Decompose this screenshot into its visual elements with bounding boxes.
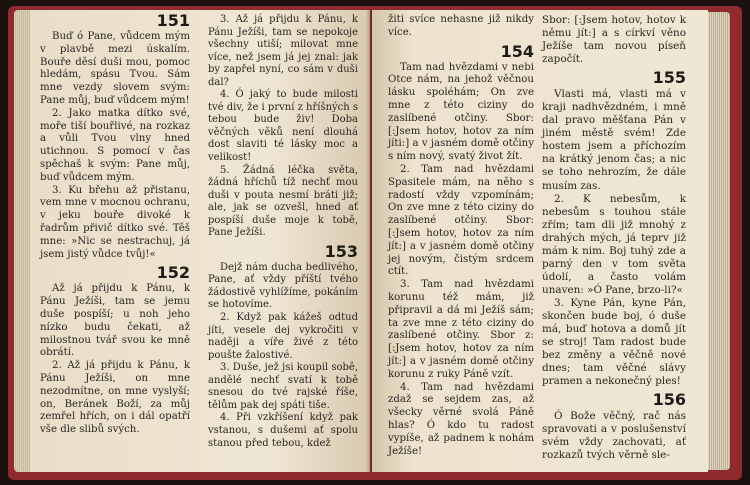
hymn-verse: Dejž nám ducha bedlivého, Pane, ať vždy příští tvého žádostivě vyhlížíme, pokáním se hotovíme.	[208, 261, 358, 311]
hymn-number: 153	[324, 241, 358, 261]
hymn-number: 152	[156, 263, 190, 283]
left-page-column-2	[208, 10, 358, 450]
hymn-verse: 3. Ku břehu až přistanu, vem mne v mocnou ochranu, v jeku bouře divoké k řadrům přivič dítko své. Těš mne: »Nic se nestrachuj, já jsem jistý vůdce tvůj!«	[40, 184, 190, 260]
hymn-verse: 3. Kyne Pán, kyne Pán, skončen bude boj, ó duše má, buď hotova a domů jít se stroj! Tam radost bude bez změny a věčně nové dnes; tam věčné slávy pramen a nekonečný ples!	[542, 296, 686, 388]
hymn-verse: 2. K nebesům, k nebesům s touhou stále zřím; tam dli již mnohý z drahých mých, já teprv již mám k nim. Boj tuhý zde a parný den v tom světa údolí, a často volám unaven: »Ó Pane, brzo-li?«	[542, 192, 686, 296]
hymn-verse: 2. Když pak kážeš odtud jíti, vesele dej vykročiti v naději a víře živé z této poušte žalostivé.	[208, 312, 358, 361]
right-page	[372, 10, 708, 472]
hymn-verse: Ó Bože věčný, rač nás spravovati a v poslušenství svém vždy zachovati, ať rozkazů tvých věrně sle-	[542, 410, 686, 462]
hymn-number: 156	[652, 390, 686, 410]
hymn-verse: Vlasti má, vlasti má v kraji nadhvězdném, i mně dal pravo měšťana Pán v jiném městě svém! Zde hostem jsem a příchozím na krátký jenom čas; a nic se toho nehrozím, že dále musím zas.	[542, 88, 686, 192]
hymn-verse: 2. Až já přijdu k Pánu, k Pánu Ježíši, on mne nezodmítne, on mne vyslyší; on, Beránek Boží, za můj zemřel hřích, on i dál opatří vše dle slibů svých.	[40, 360, 190, 436]
hymn-verse: 3. Tam nad hvězdami korunu též mám, již připravil a dá mi Ježíš sám; ta zve mne z této ciziny do zaslíbené otčiny. Sbor z: [:Jsem hotov, hotov za ním jít:] a v jasném domě otčiny korunu z ruky Páně vzít.	[388, 279, 534, 380]
hymn-verse: 2. Jako matka dítko své, moře tiší bouřlivé, na rozkaz a vůli Tvou vlny hned utichnou. S pomocí v čas spěchaš k svým: Pane můj, buď vůdcem mým.	[40, 107, 190, 183]
hymn-verse: 3. Až já přijdu k Pánu, k Pánu Ježíši, tam se nepokoje všechny utiší; milovat mne více, než jsem já jej znal: jak by zapřel nyní, co sám v duši dal?	[208, 14, 358, 88]
hymn-verse: 3. Duše, jež jsi koupil sobě, andělé nechť svatí k tobě snesou do tvé rajské říše, tělům pak dej spáti tiše.	[208, 362, 358, 411]
hymn-verse: Sbor: [:Jsem hotov, hotov k němu jít:] a s církví věno Ježíše tam novou píseň započít.	[542, 14, 686, 66]
hymn-verse: 2. Tam nad hvězdami Spasitele mám, na něho s radostí vždy vzpomínám; On zve mne z této ciziny do zaslíbené otčiny. Sbor: [:Jsem hotov, hotov za ním jít:] a v jasném domě otčiny jej novým, čistým srdcem ctít.	[388, 163, 534, 278]
hymn-number: 151	[156, 11, 190, 30]
hymn-verse: žiti svíce nehasne již nikdy více.	[388, 14, 534, 38]
hymn-number: 154	[500, 41, 534, 61]
hymn-verse: Tam nad hvězdami v nebi Otce nám, na jehož věčnou lásku spoléhám; On zve mne z této ciziny do zaslíbené otčiny. Sbor: [:Jsem hotov, hotov za ním jíti:] a v jasném domě otčiny s ním nový, svatý život žít.	[388, 61, 534, 163]
right-page-column-2	[542, 10, 686, 462]
hymn-verse: 5. Žádná léčka světa, žádná hříchů tíž nechť mou duši v pouta nesmí bráti již; ale, jak se ozvešl, hned ať pospíší duše moje k tobě, Pane Ježíši.	[208, 164, 358, 239]
hymn-number: 155	[652, 68, 686, 88]
hymn-verse: 4. Ó jaký to bude milosti tvé div, že i první z hříšných s tebou bude živ! Doba věčných věků není dlouhá dost slaviti té lásky moc a velikost!	[208, 89, 359, 164]
hymn-verse: 4. Tam nad hvězdami zdaž se sejdem zas, až všecky věrné svolá Páně hlas? Ó kdo tu radost vypíše, až padnem k nohám Ježíše!	[388, 381, 534, 457]
left-page-column-1	[40, 10, 190, 437]
hymn-verse: Buď ó Pane, vůdcem mým v plavbě mezi úskalím. Bouře děsí duši mou, pomoc hledám, spásu Tvou. Sám mne vezdy slovem svým: Pane můj, buď vůdcem mým!	[40, 31, 190, 106]
right-page-column-1	[388, 10, 534, 458]
hymn-verse: Až já přijdu k Pánu, k Pánu Ježíši, tam se jemu duše pospíší; u noh jeho nízko budu čekati, až milostnou tvář svou ke mně obrátí.	[40, 283, 190, 359]
left-page	[30, 10, 370, 472]
hymn-verse: 4. Při vzkříšení když pak vstanou, s dušemi ať spolu stanou před tebou, kdež	[208, 412, 358, 449]
